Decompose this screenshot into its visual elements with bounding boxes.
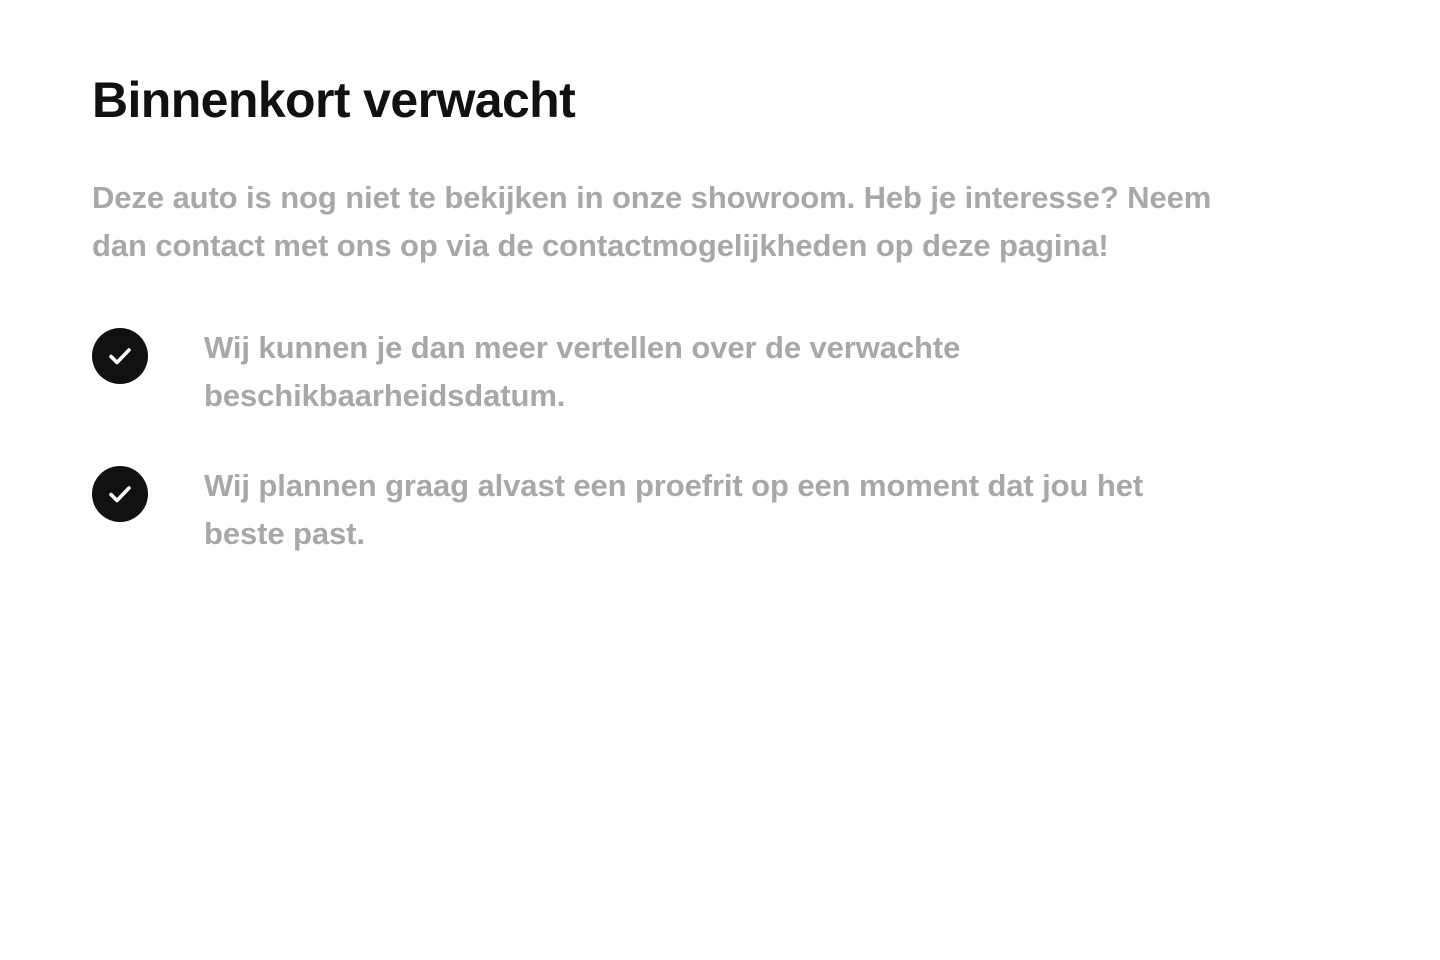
intro-paragraph: Deze auto is nog niet te bekijken in onze showroom. Heb je interesse? Neem dan contact met ons op via de contactmogelijkheden op deze pagina!: [92, 179, 1212, 263]
benefit-list: [92, 324, 1348, 558]
check-circle-icon: [92, 328, 148, 384]
list-item: [92, 324, 1348, 420]
list-item: [92, 462, 1348, 558]
benefit-text: Wij kunnen je dan meer vertellen over de verwachte beschikbaarheidsdatum.: [204, 329, 961, 413]
check-circle-icon: [92, 466, 148, 522]
benefit-text: Wij plannen graag alvast een proefrit op een moment dat jou het beste past.: [204, 467, 1144, 551]
page-title: Binnenkort verwacht: [92, 72, 576, 128]
